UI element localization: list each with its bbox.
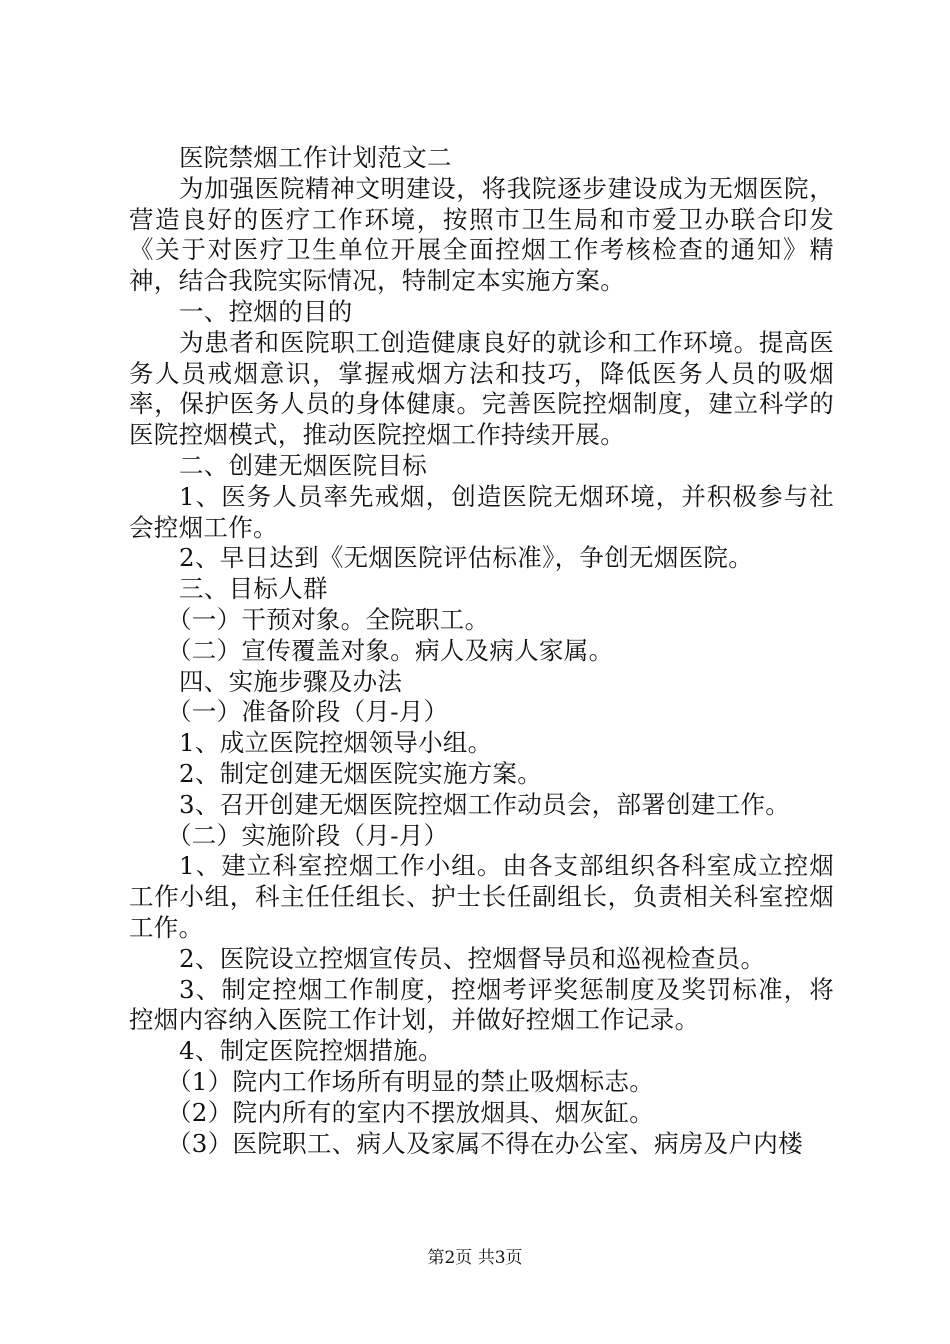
list-item: （2）院内所有的室内不摆放烟具、烟灰缸。 — [167, 1097, 655, 1127]
document-title: 医院禁烟工作计划范文二 — [179, 143, 452, 172]
list-item: 3、制定控烟工作制度，控烟考评奖惩制度及奖罚标准，将控烟内容纳入医院工作计划，并做好控烟工作记录。 — [129, 974, 834, 1035]
list-item: 4、制定医院控烟措施。 — [179, 1036, 443, 1066]
list-item: （二）宣传覆盖对象。病人及病人家属。 — [167, 635, 614, 665]
list-item: 1、医务人员率先戒烟，创造医院无烟环境，并积极参与社会控烟工作。 — [129, 481, 834, 542]
document-body — [129, 143, 834, 1159]
list-item: 2、早日达到《无烟医院评估标准》，争创无烟医院。 — [179, 543, 754, 573]
page-number-footer: 第2页 共3页 — [427, 1248, 523, 1268]
list-item: （3）医院职工、病人及家属不得在办公室、病房及户内楼 — [167, 1128, 803, 1158]
section-heading: 二、创建无烟医院目标 — [179, 450, 427, 480]
list-item: （一）干预对象。全院职工。 — [167, 604, 490, 634]
subsection-heading: （一）准备阶段（月-月） — [167, 697, 449, 727]
paragraph: 为患者和医院职工创造健康良好的就诊和工作环境。提高医务人员戒烟意识，掌握戒烟方法和技巧，降低医务人员的吸烟率，保护医务人员的身体健康。完善医院控烟制度，建立科学的医院控烟模式，推动医院控烟工作持续开展。 — [129, 327, 834, 450]
list-item: 1、成立医院控烟领导小组。 — [179, 728, 493, 758]
list-item: 2、医院设立控烟宣传员、控烟督导员和巡视检查员。 — [179, 943, 766, 973]
list-item: 2、制定创建无烟医院实施方案。 — [179, 758, 543, 788]
section-heading: 三、目标人群 — [179, 574, 328, 604]
section-heading: 一、控烟的目的 — [179, 296, 353, 326]
subsection-heading: （二）实施阶段（月-月） — [167, 820, 449, 850]
paragraph: 为加强医院精神文明建设，将我院逐步建设成为无烟医院，营造良好的医疗工作环境，按照市卫生局和市爱卫办联合印发《关于对医疗卫生单位开展全面控烟工作考核检查的通知》精神，结合我院实际情况，特制定本实施方案。 — [129, 173, 834, 296]
list-item: 1、建立科室控烟工作小组。由各支部组织各科室成立控烟工作小组，科主任任组长、护士长任副组长，负责相关科室控烟工作。 — [129, 851, 834, 942]
section-heading: 四、实施步骤及办法 — [179, 666, 403, 696]
list-item: 3、召开创建无烟医院控烟工作动员会，部署创建工作。 — [179, 789, 791, 819]
list-item: （1）院内工作场所有明显的禁止吸烟标志。 — [167, 1066, 655, 1096]
